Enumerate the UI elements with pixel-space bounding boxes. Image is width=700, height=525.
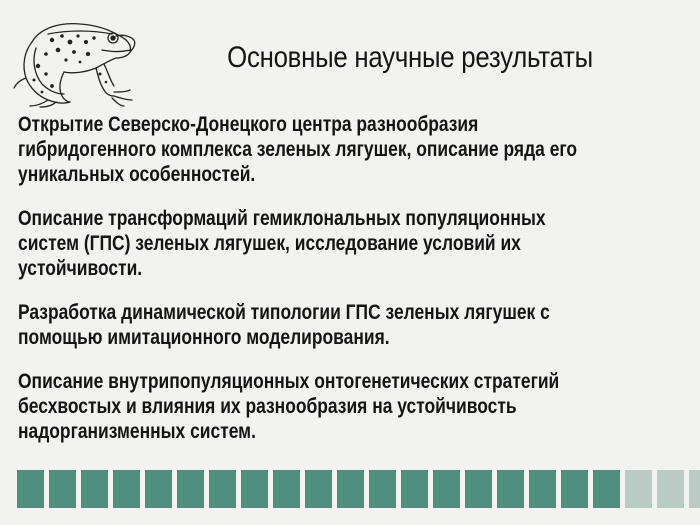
footer-block-dark (209, 470, 236, 508)
footer-block-dark (113, 470, 140, 508)
footer-block-dark (433, 470, 460, 508)
result-item: Описание трансформаций гемиклональных популяционных систем (ГПС) зеленых лягушек, исследование условий их устойчивости. (18, 207, 546, 280)
results-list (18, 112, 700, 463)
footer-block-dark (561, 470, 588, 508)
footer-block-dark (465, 470, 492, 508)
footer-block-dark (369, 470, 396, 508)
footer-block-dark (145, 470, 172, 508)
footer-block-light (689, 470, 700, 508)
result-item: Открытие Северско-Донецкого центра разнообразия гибридогенного комплекса зеленых лягушек, описание ряда его уникальных особенностей. (18, 113, 578, 186)
footer-block-light (625, 470, 652, 508)
footer-block-dark (241, 470, 268, 508)
footer-block-dark (401, 470, 428, 508)
footer-block-dark (337, 470, 364, 508)
footer-block-dark (497, 470, 524, 508)
footer-block-dark (17, 470, 44, 508)
footer-progress-bar (17, 470, 687, 508)
footer-block-dark (273, 470, 300, 508)
footer-block-light (657, 470, 684, 508)
result-item: Описание внутрипопуляционных онтогенетических стратегий бесхвостых и влияния их разнообразия на устойчивость надорганизменных систем. (18, 370, 560, 443)
slide-title: Основные научные результаты (227, 41, 593, 74)
footer-block-dark (49, 470, 76, 508)
result-item: Разработка динамической типологии ГПС зеленых лягушек с помощью имитационного моделирования. (18, 301, 550, 349)
footer-block-dark (593, 470, 620, 508)
footer-block-dark (305, 470, 332, 508)
frog-illustration-icon (12, 8, 144, 108)
footer-block-dark (177, 470, 204, 508)
footer-block-dark (529, 470, 556, 508)
footer-block-dark (81, 470, 108, 508)
